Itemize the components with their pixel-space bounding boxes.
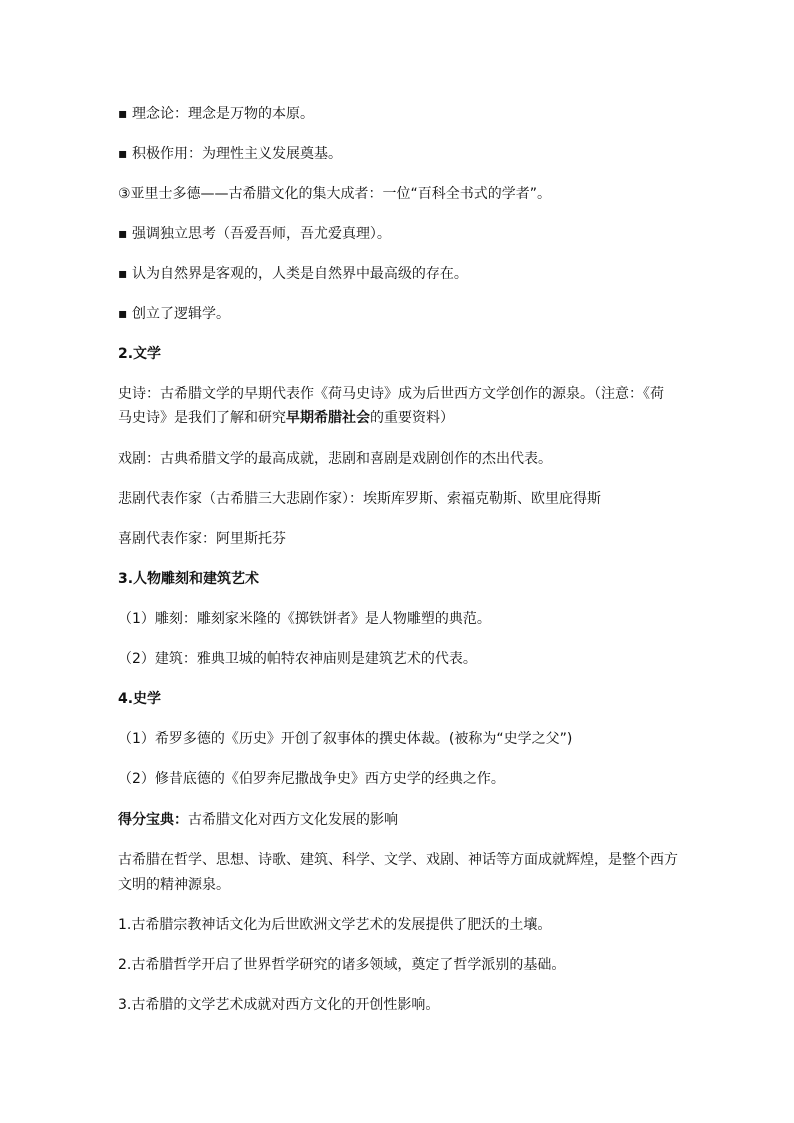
epic-note-text-end: 的重要资料） (370, 410, 454, 426)
influence-point-3: 3.古希腊的文学艺术成就对西方文化的开创性影响。 (118, 997, 440, 1013)
architecture-item: （2）建筑：雅典卫城的帕特农神庙则是建筑艺术的代表。 (118, 651, 477, 667)
tragedy-authors: 悲剧代表作家（古希腊三大悲剧作家）：埃斯库罗斯、索福克勒斯、欧里庇得斯 (118, 491, 601, 507)
drama-paragraph: 戏剧：古典希腊文学的最高成就，悲剧和喜剧是戏剧创作的杰出代表。 (118, 451, 552, 467)
bullet-logic: ▪ 创立了逻辑学。 (118, 306, 230, 322)
herodotus-item: （1）希罗多德的《历史》开创了叙事体的撰史体裁。(被称为“史学之父”) (118, 731, 573, 747)
comedy-author: 喜剧代表作家：阿里斯托芬 (118, 531, 286, 547)
scoring-tip (118, 810, 678, 830)
scoring-tip-label: 得分宝典： (118, 812, 188, 828)
influence-paragraph-line-2: 文明的精神源泉。 (118, 877, 230, 893)
epic-paragraph-line-2 (118, 408, 678, 428)
bullet-positive-role: ▪ 积极作用：为理性主义发展奠基。 (118, 146, 342, 162)
bullet-independent-thinking: ▪ 强调独立思考（吾爱吾师，吾尤爱真理）。 (118, 226, 391, 242)
aristotle-heading: ③亚里士多德——古希腊文化的集大成者：一位“百科全书式的学者”。 (118, 186, 552, 202)
influence-point-2: 2.古希腊哲学开启了世界哲学研究的诸多领域，奠定了哲学派别的基础。 (118, 957, 566, 973)
epic-note-emphasis: 早期希腊社会 (286, 410, 370, 426)
influence-paragraph-line-1: 古希腊在哲学、思想、诗歌、建筑、科学、文学、戏剧、神话等方面成就辉煌，是整个西方 (118, 852, 678, 868)
epic-paragraph-line-1: 史诗：古希腊文学的早期代表作《荷马史诗》成为后世西方文学创作的源泉。（注意：《荷 (118, 386, 664, 402)
bullet-nature-objective: ▪ 认为自然界是客观的，人类是自然界中最高级的存在。 (118, 266, 468, 282)
scoring-tip-text: 古希腊文化对西方文化发展的影响 (188, 812, 398, 828)
section-heading-sculpture-architecture: 3.人物雕刻和建筑艺术 (118, 571, 260, 587)
bullet-theory-of-ideas: ▪ 理念论：理念是万物的本原。 (118, 106, 314, 122)
influence-point-1: 1.古希腊宗教神话文化为后世欧洲文学艺术的发展提供了肥沃的土壤。 (118, 917, 552, 933)
section-heading-history: 4.史学 (118, 691, 162, 707)
section-heading-literature: 2.文学 (118, 346, 162, 362)
epic-note-text: 马史诗》是我们了解和研究 (118, 410, 286, 426)
sculpture-item: （1）雕刻：雕刻家米隆的《掷铁饼者》是人物雕塑的典范。 (118, 611, 491, 627)
thucydides-item: （2）修昔底德的《伯罗奔尼撒战争史》西方史学的经典之作。 (118, 771, 505, 787)
